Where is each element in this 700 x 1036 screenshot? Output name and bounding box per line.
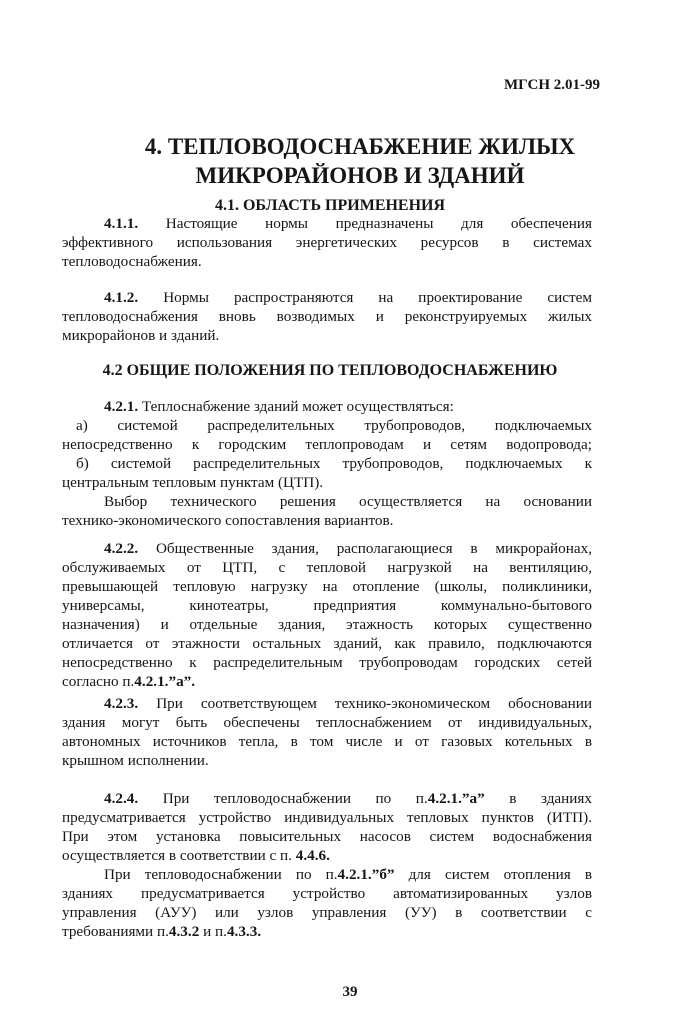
text-line: обслуживаемых от ЦТП, с тепловой нагрузкой на вентиляцию, (62, 559, 592, 576)
text-line: управления (АУУ) или узлов управления (УУ) в соответствии с (62, 904, 592, 921)
clause-number: 4.2.1. (104, 398, 139, 415)
paragraph-4-2-4 (62, 789, 592, 941)
list-item-a: а) системой распределительных трубопроводов, подключаемых (76, 417, 592, 434)
text-line: тепловодоснабжения вновь возводимых и реконструируемых жилых (62, 308, 592, 325)
paragraph-4-1-1 (62, 214, 592, 271)
text-line: 4.2.1. Теплоснабжение зданий может осуществляться: (104, 398, 454, 415)
cross-reference: 4.3.3. (226, 923, 262, 940)
text-line: осуществляется в соответствии с п. 4.4.6. (62, 847, 330, 864)
section-heading-4-2: 4.2 ОБЩИЕ ПОЛОЖЕНИЯ ПО ТЕПЛОВОДОСНАБЖЕНИЮ (102, 362, 558, 379)
text-line: превышающей тепловую нагрузку на отопление (школы, поликлиники, (62, 578, 592, 595)
cross-reference: 4.4.6. (295, 847, 330, 864)
cross-reference: 4.2.1.”а” (427, 790, 485, 807)
chapter-title (60, 132, 660, 190)
text-line: 4.1.1. Настоящие нормы предназначены для обеспечения (104, 215, 592, 232)
text-line: 4.2.2. Общественные здания, располагающиеся в микрорайонах, (104, 540, 592, 557)
clause-number: 4.1.1. (104, 215, 139, 232)
clause-number: 4.2.4. (104, 790, 139, 807)
text-line: крышном исполнении. (62, 752, 209, 769)
text-line: 4.2.4. При тепловодоснабжении по п.4.2.1.”а” в зданиях (104, 790, 593, 807)
clause-number: 4.2.3. (104, 695, 139, 712)
text-line: зданиях предусматривается устройство автоматизированных узлов (62, 885, 592, 902)
chapter-title-line-2: МИКРОРАЙОНОВ И ЗДАНИЙ (195, 163, 525, 188)
text-line: 4.2.3. При соответствующем технико-экономическом обосновании (104, 695, 592, 712)
text-line: отличается от этажности остальных зданий, как правило, подключаются (62, 635, 592, 652)
cross-reference: 4.3.2 (168, 923, 200, 940)
section-heading-4-1: 4.1. ОБЛАСТЬ ПРИМЕНЕНИЯ (214, 197, 446, 214)
cross-reference: 4.2.1.”а”. (134, 673, 196, 690)
text-line: микрорайонов и зданий. (62, 327, 220, 344)
paragraph-4-2-3 (62, 694, 592, 770)
paragraph-4-2-1 (62, 397, 592, 530)
text-line: При тепловодоснабжении по п.4.2.1.”б” для систем отопления в (104, 866, 592, 883)
text-line: автономных источников тепла, в том числе и от газовых котельных в (62, 733, 592, 750)
text-line: тепловодоснабжения. (62, 253, 202, 270)
text-line: непосредственно к городским теплопроводам и сетям водопровода; (62, 436, 592, 453)
text-line: 4.1.2. Нормы распространяются на проектирование систем (104, 289, 593, 306)
text-line: здания могут быть обеспечены теплоснабжением от индивидуальных, (62, 714, 592, 731)
chapter-title-line-1: 4. ТЕПЛОВОДОСНАБЖЕНИЕ ЖИЛЫХ (144, 134, 576, 159)
paragraph-4-1-2 (62, 288, 592, 345)
text-line: При этом установка повысительных насосов систем водоснабжения (62, 828, 592, 845)
text-line: универсамы, кинотеатры, предприятия коммунально-бытового (62, 597, 592, 614)
text-line: предусматривается устройство индивидуальных тепловых пунктов (ИТП). (62, 809, 592, 826)
list-item-b: б) системой распределительных трубопроводов, подключаемых к (76, 455, 592, 472)
text-line: технико-экономического сопоставления вариантов. (62, 512, 394, 529)
text-line: эффективного использования энергетических ресурсов в системах (62, 234, 592, 251)
text-line: Выбор технического решения осуществляется на основании (104, 493, 592, 510)
clause-number: 4.2.2. (104, 540, 139, 557)
page-number: 39 (342, 984, 358, 1000)
cross-reference: 4.2.1.”б” (337, 866, 395, 883)
text-line: центральным тепловым пунктам (ЦТП). (62, 474, 324, 491)
text-line: согласно п.4.2.1.”а”. (62, 673, 196, 690)
paragraph-4-2-2 (62, 539, 592, 691)
text-line: непосредственно к распределительным трубопроводам городских сетей (62, 654, 592, 671)
text-line: требованиями п.4.3.2 и п.4.3.3. (62, 923, 262, 940)
document-code-header: МГСН 2.01-99 (504, 77, 600, 93)
text-line: назначения) и отдельные здания, этажность которых существенно (62, 616, 592, 633)
clause-number: 4.1.2. (104, 289, 139, 306)
